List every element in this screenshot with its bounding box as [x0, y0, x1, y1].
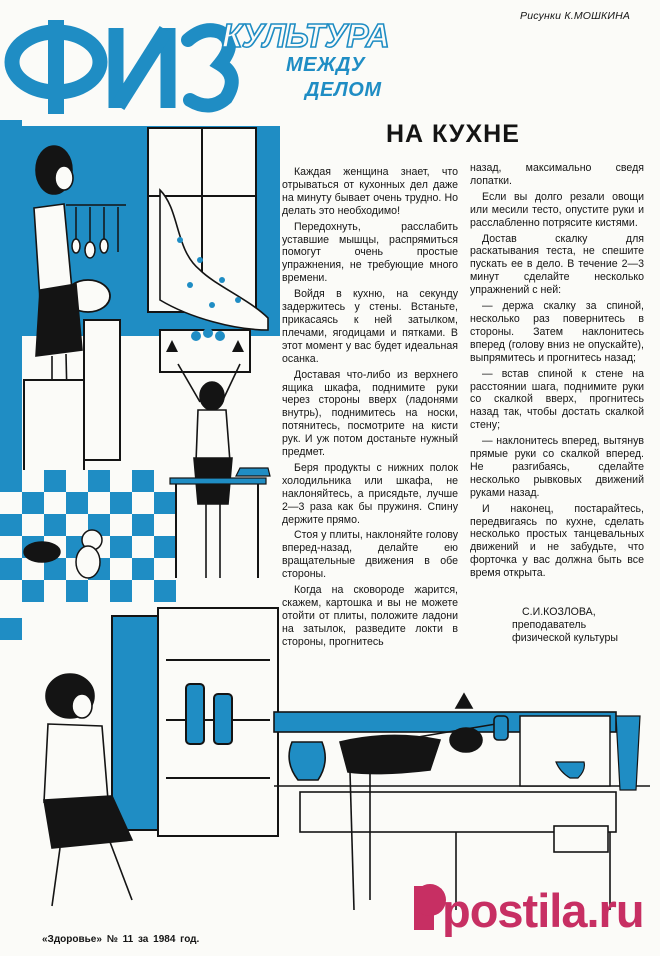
iron — [236, 468, 270, 476]
author-role-line1: преподаватель — [512, 619, 587, 631]
paragraph: Достав скалку для раскатывания теста, не спешите пускать ее в дело. В течение 2—3 минут сделайте несколько упражнений с ней: — [470, 232, 644, 297]
paragraph: И наконец, постарайтесь, передвигаясь по кухне, сделать несколько простых танцевальных движений и не забудьте, что форточка у вас должна быть все время открыта. — [470, 502, 644, 580]
logo-mezhdu: МЕЖДУ — [286, 54, 366, 76]
paragraph: назад, максимально сведя лопатки. — [470, 162, 644, 187]
paragraph: Если вы долго резали овощи или месили тесто, опустите руки и расслабленно потрясите кистями. — [470, 190, 644, 229]
vase — [289, 742, 325, 780]
paragraph: Передохнуть, расслабить уставшие мышцы, распрямиться помогут очень простые упражнения, не требующие много времени. — [282, 220, 458, 285]
article-column-1 — [282, 166, 458, 652]
paragraph: Стоя у плиты, наклоняйте голову вперед-назад, делайте ею вращательные движения в обе стороны. — [282, 529, 458, 581]
illustration-credit: Рисунки К.МОШКИНА — [520, 10, 631, 22]
article-title: НА КУХНЕ — [386, 120, 520, 148]
logo-kultura: КУЛЬТУРА — [222, 17, 390, 54]
logo-fiz — [4, 14, 244, 118]
issue-footer: «Здоровье» № 11 за 1984 год. — [42, 934, 200, 945]
paragraph: Каждая женщина знает, что отрываться от кухонных дел даже на минуту бывает очень трудно. Но делать это необходимо! — [282, 166, 458, 217]
paragraph: — встав спиной к стене на расстоянии шага, поднимите руки со скалкой вверх, прогнитесь назад так, чтобы достать скалкой стену; — [470, 367, 644, 432]
paragraph: — держа скалку за спиной, несколько раз повернитесь в стороны. Затем наклонитесь вперед (голову вниз не опускайте), выпрямитесь и прогнитесь назад; — [470, 300, 644, 364]
fridge — [112, 608, 278, 836]
paragraph: — наклонитесь вперед, вытянув прямые руки со скалкой вперед. Не разгибаясь, сделайте несколько рывковых движений руками назад. — [470, 435, 644, 499]
paragraph: Доставая что-либо из верхнего ящика шкафа, поднимите руки через стороны вверх (ладонями внутрь), поднимитесь на носки, потянитесь, посмотрите на кисти рук. И уж потом достаньте нужный предмет. — [282, 368, 458, 459]
paragraph: Когда на сковороде жарится, скажем, картошка и вы не можете отойти от плиты, положите ладони на затылок, разведите локти в стороны, прогнитесь — [282, 584, 458, 648]
logo-delom: ДЕЛОМ — [305, 79, 382, 101]
woman-reaching-up — [178, 364, 240, 578]
watermark-text: postila.ru — [442, 884, 644, 937]
paragraph: Войдя в кухню, на секунду задержитесь у стены. Встаньте, прикасаясь к ней затылком, плечами, ягодицами и пятками. В этот момент у вас будет идеальная осанка. — [282, 288, 458, 365]
author-name: С.И.КОЗЛОВА, — [522, 606, 596, 618]
paragraph: Беря продукты с нижних полок холодильника или шкафа, не наклоняйтесь, а присядьте, лучше 2—3 раза как бы пружиня. Спину держите прямо. — [282, 461, 458, 526]
article-column-2 — [470, 162, 644, 583]
author-role-line2: физической культуры — [512, 632, 618, 644]
